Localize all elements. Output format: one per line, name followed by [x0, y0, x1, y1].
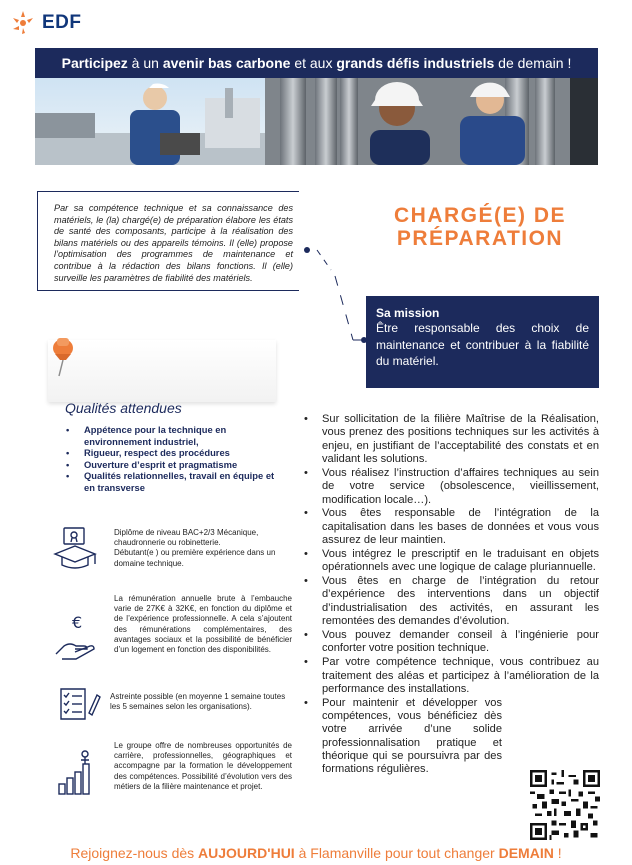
- salary-text: La rémunération annuelle brute à l’embauche varie de 27K€ à 32K€, en fonction du diplôme et de l’expérience professionnelle. A cela s’ajoutent des rémunérations complémentaires, des avantages sociaux et la possibilité de bénéficier d’un logement en fonction des disponibilités.: [114, 594, 292, 655]
- connector-line: [295, 240, 375, 350]
- footer-bold-1: AUJOURD'HUI: [198, 845, 295, 861]
- banner-text-1: à un: [127, 55, 163, 71]
- quality-item: • Ouverture d’esprit et pragmatisme: [84, 459, 284, 471]
- svg-text:€: €: [72, 614, 83, 632]
- banner-bold-2: avenir bas carbone: [162, 55, 291, 71]
- mission-text: Être responsable des choix de maintenance et contribuer à la fiabilité du matériel.: [376, 321, 589, 368]
- edf-logo: [10, 8, 82, 38]
- mission-box: [366, 296, 599, 388]
- banner-bold-1: Participez: [61, 55, 128, 71]
- duty-item: • Vous pouvez demander conseil à l’ingénierie pour conforter votre position technique.: [322, 629, 599, 656]
- headline-banner: [35, 48, 598, 78]
- qualities-heading: Qualités attendues: [65, 400, 182, 416]
- intro-text: Par sa compétence technique et sa connaissance des matériels, le (la) chargé(e) de préparation élabore les états de santé des composants, participe à la réalisation des bilans matériels ou des appareils témoins. Il (elle) propose l’optimisation des programmes de maintenance et contribue à la rédaction des bilans fonctions. Il (elle) surveille les paramètres de fiabilité des matériels.: [54, 203, 293, 283]
- header-photo: [35, 78, 598, 165]
- duty-item: • Sur sollicitation de la filière Maîtrise de la Réalisation, vous prenez des positions techniques sur les activités à enjeu, en justifiant de l’acceptabilité des constats et en validant les solutions.: [322, 413, 599, 466]
- footer-text-2: à Flamanville pour tout changer: [294, 845, 499, 861]
- qualities-list: [84, 424, 284, 494]
- duty-item: • Vous êtes responsable de l’intégration de la capitalisation dans les bases de données et vous vous assurez de leur maintien.: [322, 507, 599, 547]
- job-title-line-2: PRÉPARATION: [396, 227, 564, 250]
- banner-bold-3: grands défis industriels: [336, 55, 495, 71]
- euro-hand-icon: [54, 614, 104, 664]
- career-block: [50, 738, 300, 808]
- duty-item: • Vous êtes en charge de l’intégration du retour d’expérience des interventions dans un objectif d’industrialisation des activités, en assurant les remontées des demandes d’évolution.: [322, 575, 599, 628]
- oncall-block: [50, 685, 300, 725]
- qualities-card: [48, 340, 276, 402]
- job-title-line-1: CHARGÉ(E) DE: [393, 204, 566, 227]
- edf-logo-text: EDF: [42, 12, 82, 33]
- footer-text-3: !: [553, 845, 562, 861]
- quality-item: • Qualités relationnelles, travail en équipe et en transverse: [84, 470, 284, 493]
- pushpin-icon: [43, 332, 79, 378]
- checklist-icon: [55, 685, 105, 725]
- career-stairs-icon: [55, 748, 105, 808]
- job-title: [360, 204, 600, 250]
- intro-box: [37, 191, 299, 291]
- mission-title: Sa mission: [376, 306, 440, 320]
- edf-sun-icon: [10, 10, 38, 36]
- diploma-block: [50, 525, 300, 585]
- footer-bold-2: DEMAIN: [498, 845, 554, 861]
- salary-block: [50, 594, 300, 674]
- qr-code[interactable]: [530, 770, 600, 840]
- banner-text-3: de demain !: [494, 55, 572, 71]
- quality-item: • Appétence pour la technique en environnement industriel,: [84, 424, 284, 447]
- duty-item: • Pour maintenir et développer vos compétences, vous bénéficiez dès votre arrivée d’une solide professionnalisation pratique et théorique qui se poursuivra par des formations régulières.: [322, 697, 502, 777]
- banner-text-2: et aux: [290, 55, 337, 71]
- oncall-text: Astreinte possible (en moyenne 1 semaine toutes les 5 semaines selon les organisations).: [110, 692, 286, 712]
- diploma-text: Diplôme de niveau BAC+2/3 Mécanique, chaudronnerie ou robinetterie. Débutant(e ) ou première expérience dans un domaine technique.: [114, 528, 276, 568]
- quality-item: • Rigueur, respect des procédures: [84, 447, 284, 459]
- duty-item: • Vous intégrez le prescriptif en le traduisant en objets opérationnels avec une logique de calage pluriannuelle.: [322, 548, 599, 575]
- duty-item: • Par votre compétence technique, vous contribuez au traitement des aléas et participez à l’amélioration de la performance des installations.: [322, 656, 599, 696]
- career-text: Le groupe offre de nombreuses opportunités de carrière, professionnelles, géographiques et accompagne par la formation le développement des compétences. Possibilité d’évolution vers des métiers de la filière maintenance et projet.: [114, 741, 292, 791]
- graduation-cap-icon: [50, 525, 100, 575]
- footer-tagline: [0, 845, 632, 861]
- duties-list: [322, 413, 599, 777]
- footer-text-1: Rejoignez-nous dès: [70, 845, 199, 861]
- duty-item: • Vous réalisez l’instruction d’affaires techniques au sein de votre service (obsolescence, vieillissement, modification locale…).: [322, 467, 599, 507]
